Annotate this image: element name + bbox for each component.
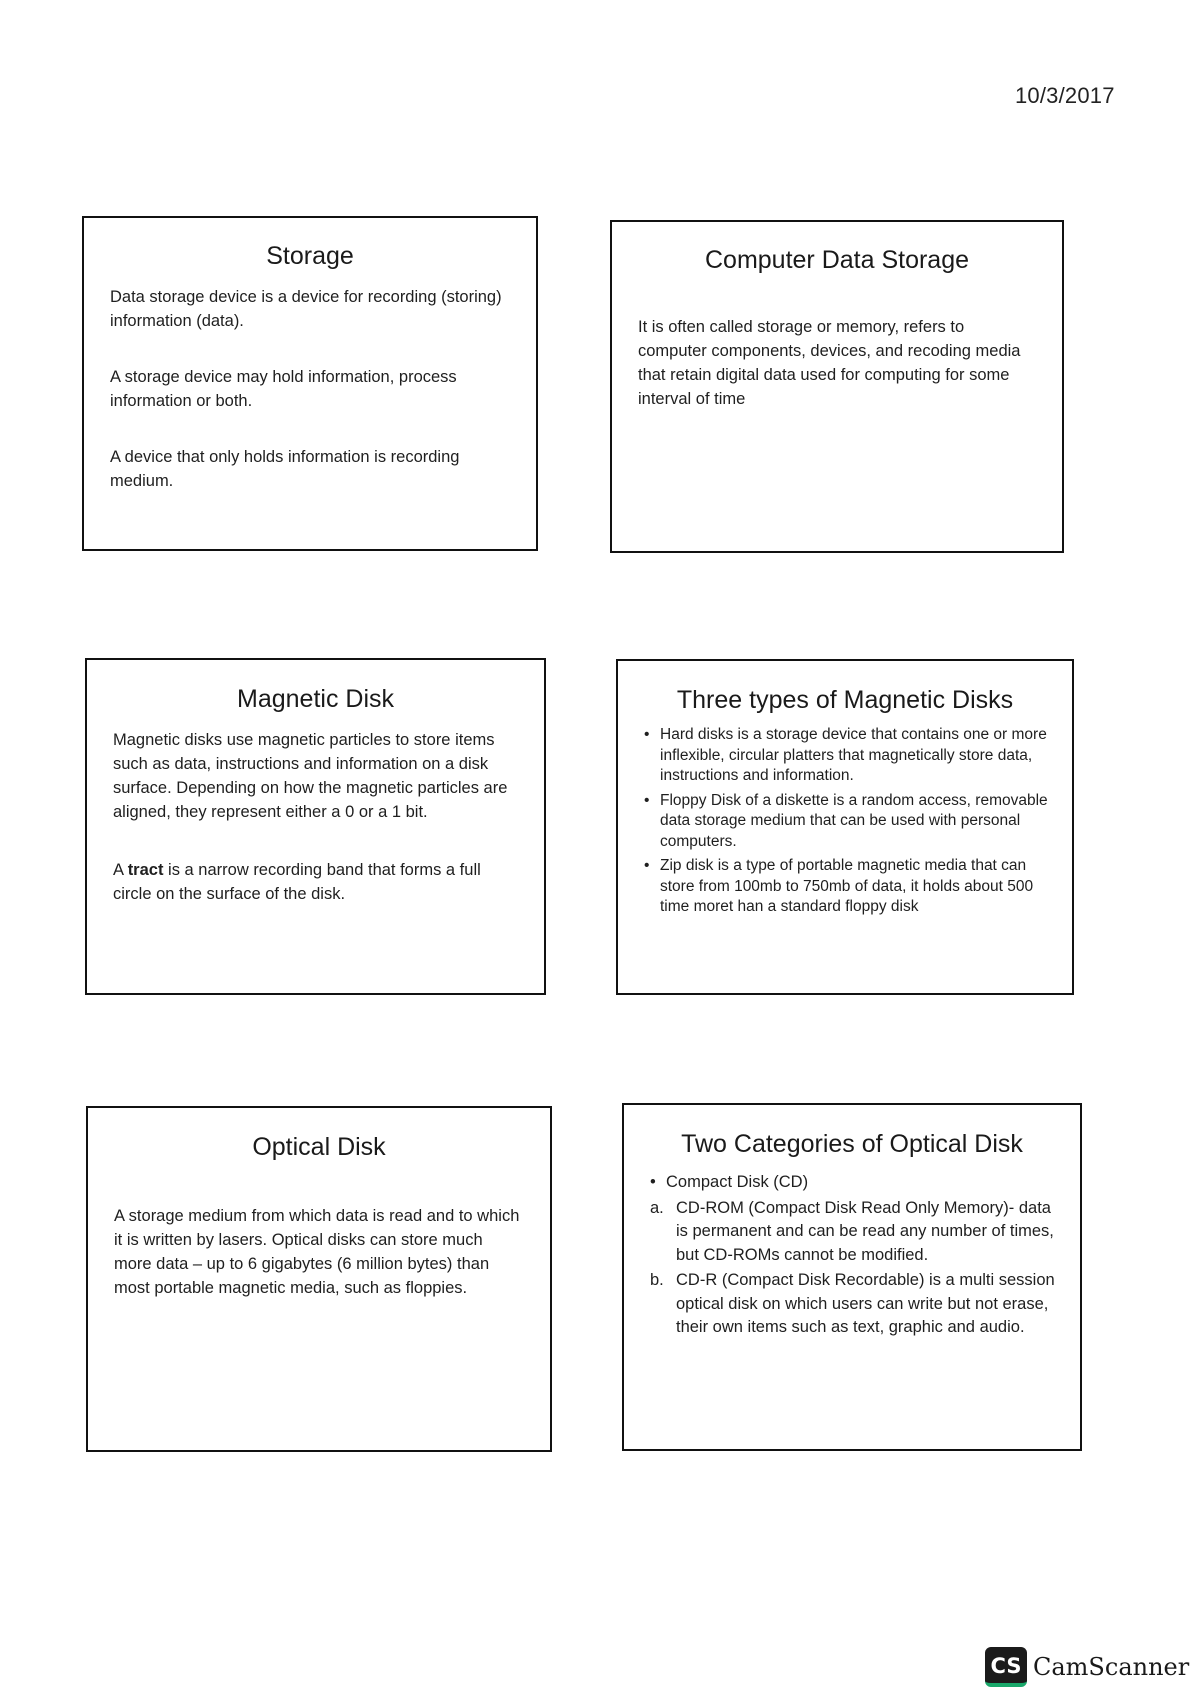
list-heading [646, 1171, 1058, 1195]
slide-title: Optical Disk [252, 1133, 386, 1161]
slide-storage [82, 216, 538, 551]
bullet-icon: • [644, 726, 650, 743]
slide-title: Storage [266, 242, 354, 270]
slide-magnetic-disk [85, 658, 546, 995]
slide-body [88, 1162, 550, 1300]
bullet-list [640, 725, 1050, 918]
slide-paragraph: It is often called storage or memory, refers to computer components, devices, and recoding media that retain digital data used for computing for some interval of time [638, 318, 1021, 408]
camscanner-watermark [985, 1645, 1189, 1689]
list-item-text: Zip disk is a type of portable magnetic media that can store from 100mb to 750mb of data, it holds about 500 time moret han a standard floppy disk [660, 857, 1034, 915]
list-item-text: Hard disks is a storage device that contains one or more inflexible, circular platters that magnetically store data, instructions and information. [660, 726, 1047, 784]
bullet-icon: • [644, 857, 650, 874]
slide-paragraph: Magnetic disks use magnetic particles to store items such as data, instructions and information on a disk surface. Depending on how the magnetic particles are aligned, they represent either a 0 or a 1 bit. [113, 731, 508, 821]
list-item [640, 725, 1050, 787]
slide-body [612, 275, 1062, 411]
slide-title: Two Categories of Optical Disk [681, 1130, 1023, 1158]
list-item-text: Floppy Disk of a diskette is a random access, removable data storage medium that can be used with personal computers. [660, 791, 1048, 850]
slide-magnetic-disk-types [616, 659, 1074, 995]
slide-body [84, 271, 536, 493]
slide-title: Computer Data Storage [704, 246, 970, 274]
tract-rest: is a narrow recording band that forms a full circle on the surface of the disk. [113, 861, 481, 903]
slide-paragraph: Data storage device is a device for recording (storing) information (data). [110, 288, 502, 330]
list-item [640, 791, 1050, 853]
slide-body [87, 714, 544, 906]
camscanner-logo-icon [985, 1647, 1027, 1687]
cs-logo-glyph [989, 1652, 1023, 1678]
bullet-icon: • [644, 791, 650, 809]
list-item [640, 856, 1050, 918]
lettered-list [646, 1197, 1058, 1340]
camscanner-name: CamScanner [1033, 1653, 1190, 1681]
slide-title: Three types of Magnetic Disks [676, 686, 1014, 714]
slide-title: Magnetic Disk [237, 685, 394, 713]
slide-body [618, 715, 1072, 918]
list-item [646, 1269, 1058, 1340]
tract-term: tract [127, 861, 164, 879]
slide-paragraph: A device that only holds information is recording medium. [110, 448, 460, 490]
list-marker: a. [650, 1198, 664, 1217]
page-date: 10/3/2017 [1015, 83, 1115, 108]
list-marker: b. [650, 1271, 664, 1289]
slide-optical-disk-categories [622, 1103, 1082, 1451]
slide-paragraph: A storage device may hold information, process information or both. [110, 368, 457, 410]
cs-logo-text: CS [990, 1654, 1022, 1678]
list-item-text: CD-R (Compact Disk Recordable) is a multi session optical disk on which users can write but not erase, their own items such as text, graphic and audio. [676, 1271, 1055, 1336]
bullet-icon: • [650, 1173, 656, 1191]
slide-optical-disk [86, 1106, 552, 1452]
list-item [646, 1197, 1058, 1268]
list-item-text: CD-ROM (Compact Disk Read Only Memory)- data is permanent and can be read any number of times, but CD-ROMs cannot be modified. [676, 1198, 1054, 1264]
list-heading-text: Compact Disk (CD) [666, 1173, 809, 1191]
slide-body [624, 1159, 1080, 1340]
tract-lead: A [113, 861, 128, 879]
tract-definition [113, 858, 518, 906]
slide-computer-data-storage [610, 220, 1064, 553]
slide-paragraph: A storage medium from which data is read and to which it is written by lasers. Optical disks can store much more data – up to 6 gigabytes (6 million bytes) than most portable magnetic media, such as floppies. [114, 1207, 520, 1297]
